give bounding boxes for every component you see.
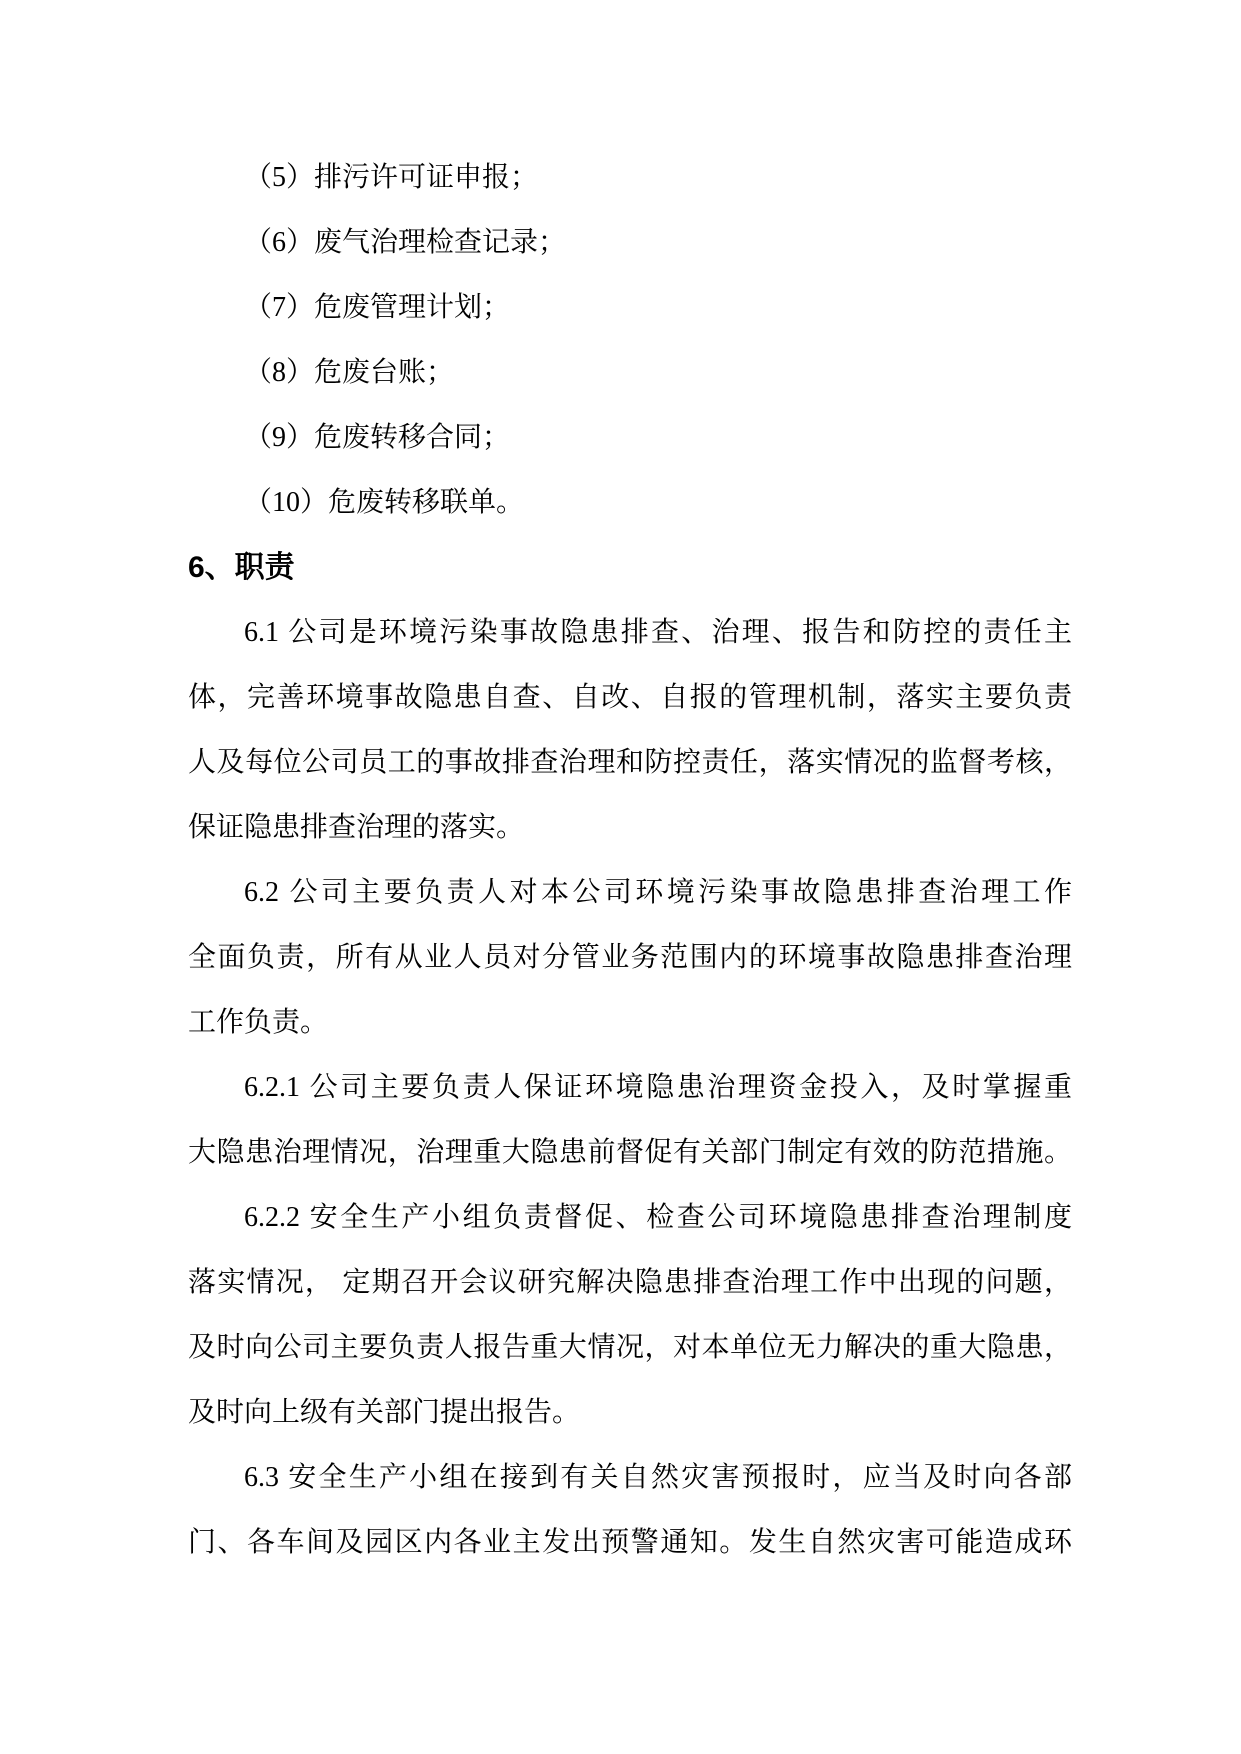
list-item: （6）废气治理检查记录； — [244, 227, 567, 258]
paragraph-line: 6.2 公司主要负责人对本公司环境污染事故隐患排查治理工作 — [244, 877, 1072, 908]
paragraph-line: 及时向上级有关部门提出报告。 — [188, 1397, 581, 1428]
paragraph-line: 全面负责，所有从业人员对分管业务范围内的环境事故隐患排查治理 — [188, 942, 1072, 973]
section-heading: 6、职责 — [188, 551, 295, 584]
paragraph-6-1 — [188, 600, 1072, 860]
list-item: （8）危废台账； — [244, 357, 455, 388]
paragraph-6-2-1 — [188, 1055, 1072, 1185]
paragraph-line: 工作负责。 — [188, 1007, 329, 1038]
list-item: （9）危废转移合同； — [244, 422, 511, 453]
list-item: （5）排污许可证申报； — [244, 162, 539, 193]
paragraph-line: 体，完善环境事故隐患自查、自改、自报的管理机制，落实主要负责 — [188, 682, 1072, 713]
list-item: （7）危废管理计划； — [244, 292, 511, 323]
paragraph-line: 6.1 公司是环境污染事故隐患排查、治理、报告和防控的责任主 — [244, 617, 1072, 648]
paragraph-line: 6.3 安全生产小组在接到有关自然灾害预报时，应当及时向各部 — [244, 1462, 1072, 1493]
paragraph-6-3 — [188, 1445, 1072, 1575]
paragraph-line: 大隐患治理情况，治理重大隐患前督促有关部门制定有效的防范措施。 — [188, 1137, 1072, 1168]
paragraph-line: 门、各车间及园区内各业主发出预警通知。发生自然灾害可能造成环 — [188, 1527, 1072, 1558]
paragraph-line: 6.2.1 公司主要负责人保证环境隐患治理资金投入，及时掌握重 — [244, 1072, 1072, 1103]
paragraph-line: 6.2.2 安全生产小组负责督促、检查公司环境隐患排查治理制度 — [244, 1202, 1072, 1233]
list-item: （10）危废转移联单。 — [244, 487, 525, 518]
paragraph-6-2-2 — [188, 1185, 1072, 1445]
paragraph-line: 保证隐患排查治理的落实。 — [188, 812, 525, 843]
paragraph-line: 人及每位公司员工的事故排查治理和防控责任，落实情况的监督考核， — [188, 747, 1072, 778]
paragraph-line: 及时向公司主要负责人报告重大情况，对本单位无力解决的重大隐患， — [188, 1332, 1072, 1363]
paragraph-line: 落实情况， 定期召开会议研究解决隐患排查治理工作中出现的问题， — [188, 1267, 1072, 1298]
paragraph-6-2 — [188, 860, 1072, 1055]
